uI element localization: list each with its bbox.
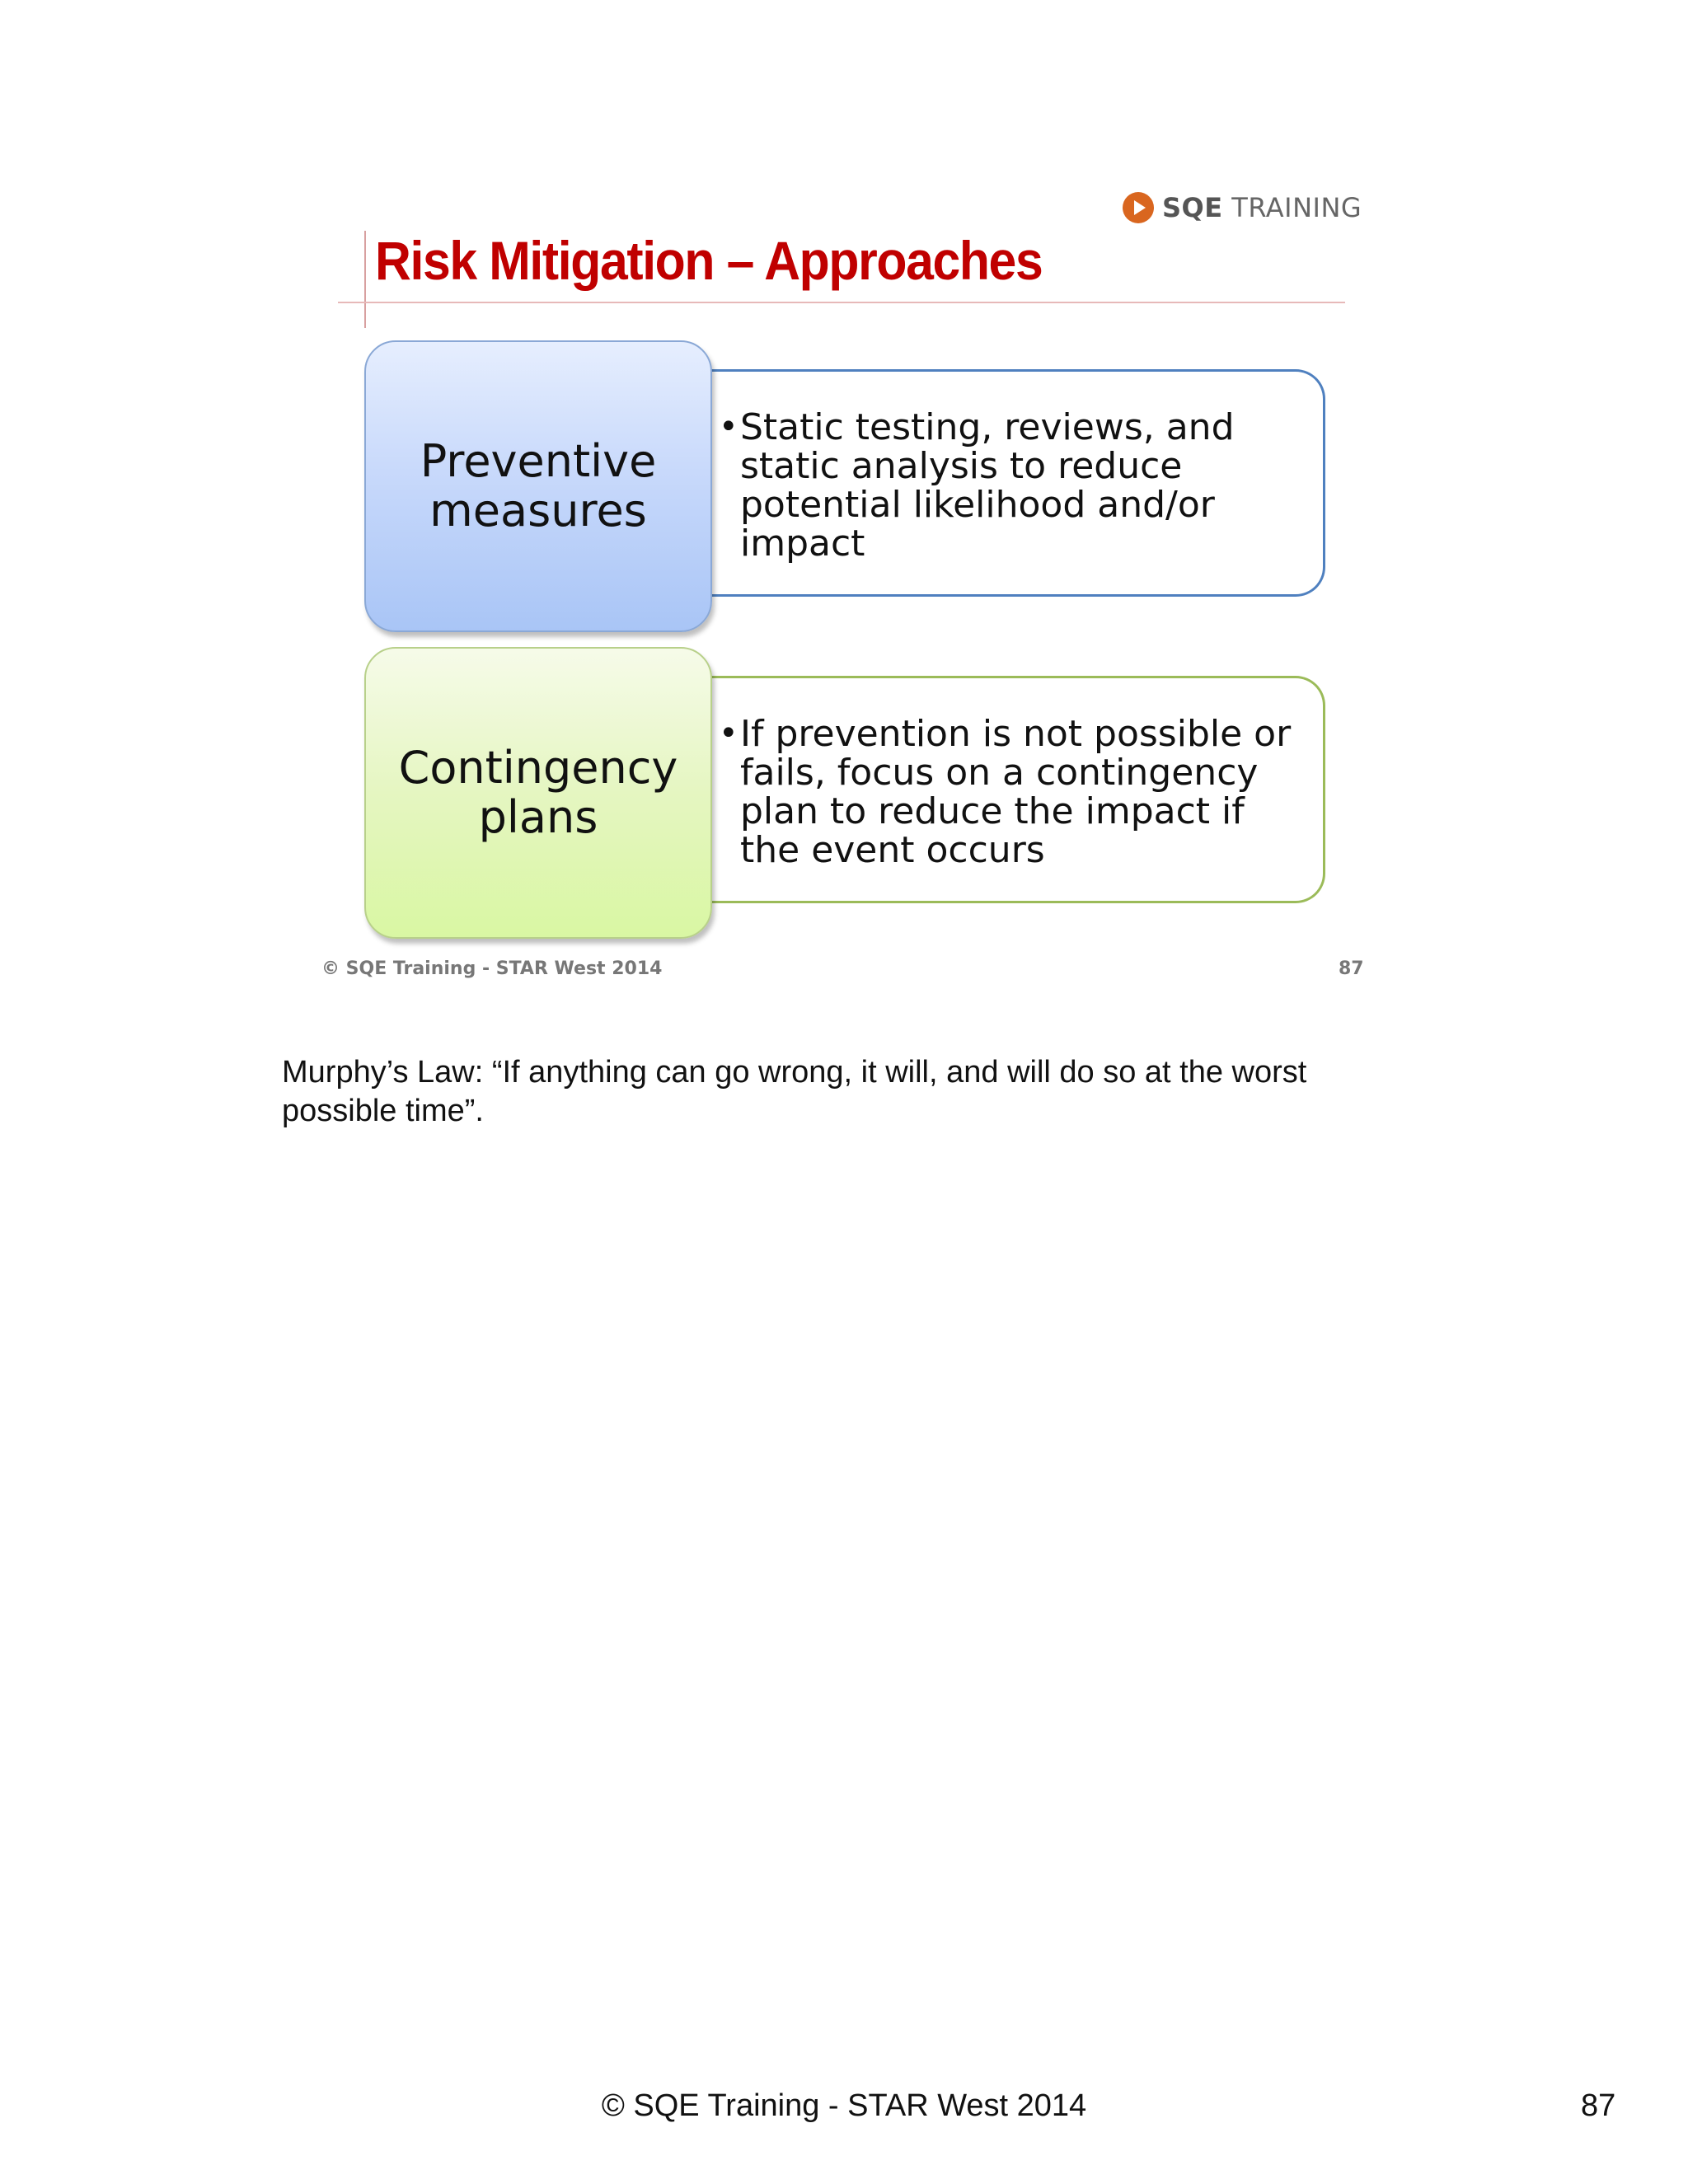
row-description: Static testing, reviews, and static analysis to reduce potential likelihood and/or impact: [740, 406, 1235, 565]
title-vertical-rule: [364, 231, 366, 328]
title-horizontal-rule: [338, 302, 1345, 303]
contingency-plans-description-box: [702, 676, 1325, 903]
page-number: 87: [1581, 2088, 1616, 2123]
sqe-training-logo: [1123, 188, 1362, 227]
preventive-measures-box: [364, 340, 712, 632]
row-label: Preventive measures: [420, 435, 657, 537]
page-footer: © SQE Training - STAR West 2014: [601, 2088, 1087, 2123]
play-circle-icon: [1123, 192, 1154, 223]
slide-footer-copyright: © SQE Training - STAR West 2014: [321, 958, 663, 979]
bullet: •: [719, 715, 738, 752]
logo-text: SQE TRAINING: [1162, 192, 1362, 223]
slide-title: Risk Mitigation – Approaches: [375, 230, 1043, 291]
contingency-plans-box: [364, 647, 712, 939]
bullet: •: [719, 408, 738, 446]
speaker-note: Murphy’s Law: “If anything can go wrong, it will, and will do so at the worst possible time”.: [282, 1055, 1307, 1128]
row-label: Contingency plans: [398, 742, 678, 843]
row-description: If prevention is not possible or fails, focus on a contingency plan to reduce the impact if the event occurs: [740, 713, 1292, 871]
slide-footer-page-number: 87: [1339, 958, 1364, 979]
preventive-measures-description-box: [702, 369, 1325, 597]
